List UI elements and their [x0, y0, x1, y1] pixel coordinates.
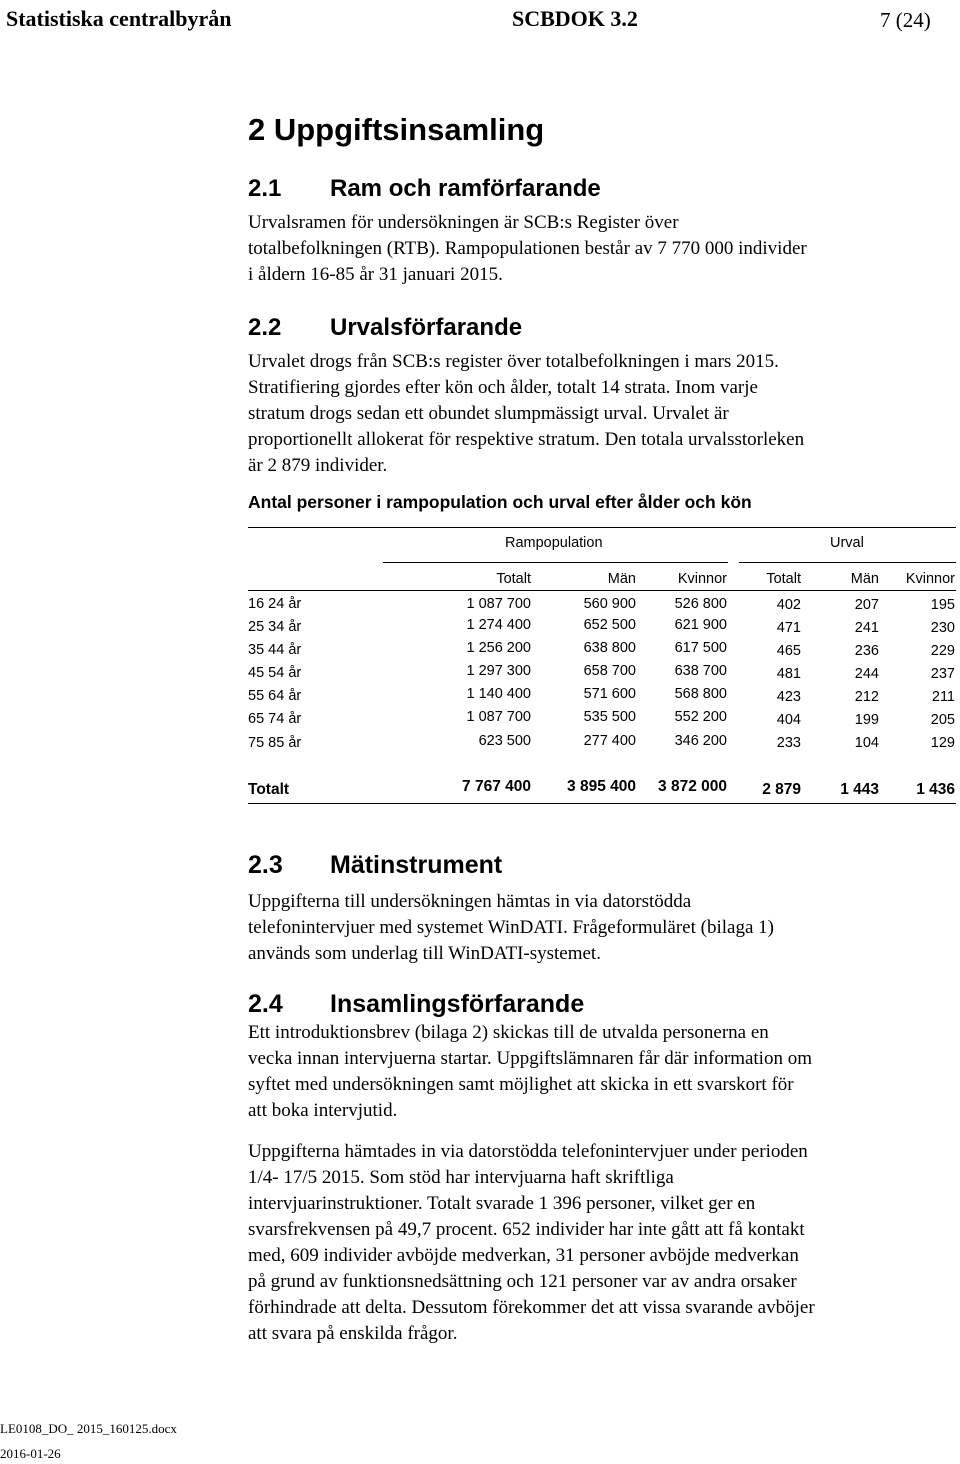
text-line: används som underlag till WinDATI-systemet.: [248, 943, 601, 964]
total-cell: 2 879: [762, 781, 801, 798]
section-2-heading: 2 Uppgiftsinsamling: [248, 112, 545, 147]
text-line: att svara på enskilda frågor.: [248, 1323, 458, 1344]
table-cell: 638 800: [583, 640, 636, 656]
section-2-4-paragraph-1: [248, 1020, 956, 1124]
table-cell: 205: [930, 712, 955, 728]
table-cell: 1 256 200: [466, 640, 531, 656]
section-2-4-paragraph-2: [248, 1139, 956, 1347]
table-cell: 658 700: [583, 663, 636, 679]
text-line: telefonintervjuer med systemet WinDATI. Frågeformuläret (bilaga 1): [248, 917, 774, 938]
table-cell: 1 274 400: [466, 617, 531, 633]
section-2-3-heading: [248, 851, 502, 880]
header-doc-id: SCBDOK 3.2: [512, 6, 638, 31]
footer-date: 2016-01-26: [0, 1446, 61, 1461]
table-cell: 207: [854, 597, 879, 613]
text-line: Urvalsramen för undersökningen är SCB:s Register över: [248, 212, 679, 233]
column-header: Män: [850, 571, 879, 587]
section-title: Mätinstrument: [330, 851, 503, 879]
row-label: 16 24 år: [248, 596, 302, 612]
text-line: på grund av funktionsnedsättning och 121 personer var av andra orsaker: [248, 1271, 797, 1292]
table-cell: 617 500: [674, 640, 727, 656]
section-title: Urvalsförfarande: [330, 314, 523, 341]
table-cell: 638 700: [674, 663, 727, 679]
text-line: syftet med undersökningen samt möjlighet att skicka in ett svarskort för: [248, 1074, 794, 1095]
group-rule-rampopulation: [383, 562, 728, 563]
text-line: Uppgifterna till undersökningen hämtas in via datorstödda: [248, 891, 692, 912]
text-line: Uppgifterna hämtades in via datorstödda telefonintervjuer under perioden: [248, 1141, 808, 1162]
section-title: Ram och ramförfarande: [330, 175, 601, 202]
text-line: i åldern 16-85 år 31 januari 2015.: [248, 264, 503, 285]
row-label: 55 64 år: [248, 688, 302, 704]
table-cell: 212: [854, 689, 879, 705]
section-2-3-text: [248, 889, 956, 967]
table-cell: 471: [776, 620, 801, 636]
row-label: 45 54 år: [248, 665, 302, 681]
table-cell: 104: [854, 735, 879, 751]
column-header: Kvinnor: [677, 571, 727, 587]
table-group-urval: Urval: [830, 535, 864, 551]
text-line: proportionellt allokerat för respektive stratum. Den totala urvalsstorleken: [248, 429, 805, 450]
column-header: Totalt: [496, 571, 531, 587]
table-cell: 346 200: [674, 733, 727, 749]
table-cell: 652 500: [583, 617, 636, 633]
section-number: 2.3: [248, 851, 283, 879]
table-cell: 552 200: [674, 709, 727, 725]
table-cell: 571 600: [583, 686, 636, 702]
table-cell: 526 800: [674, 596, 727, 612]
text-line: är 2 879 individer.: [248, 455, 388, 476]
text-line: stratum drogs sedan ett obundet slumpmässigt urval. Urvalet är: [248, 403, 729, 424]
row-label: 35 44 år: [248, 642, 302, 658]
total-cell: 3 872 000: [658, 778, 727, 795]
section-2-4-heading: [248, 990, 584, 1019]
table-cell: 481: [776, 666, 801, 682]
table-group-rampopulation: Rampopulation: [505, 535, 603, 551]
table-caption: Antal personer i rampopulation och urval efter ålder och kön: [248, 492, 752, 512]
total-cell: 1 436: [916, 781, 955, 798]
table-cell: 404: [776, 712, 801, 728]
section-number: 2.4: [248, 990, 283, 1018]
header-org: Statistiska centralbyrån: [6, 6, 232, 31]
section-number: 2.1: [248, 175, 282, 202]
table-cell: 241: [854, 620, 879, 636]
table-cell: 568 800: [674, 686, 727, 702]
table-top-rule: [248, 527, 956, 528]
table-cell: 560 900: [583, 596, 636, 612]
table-bottom-rule: [248, 803, 956, 804]
text-line: intervjuarinstruktioner. Totalt svarade 1 396 personer, vilket ger en: [248, 1193, 756, 1214]
table-cell: 229: [930, 643, 955, 659]
table-cell: 465: [776, 643, 801, 659]
text-line: förhindrade att delta. Dessutom förekommer det att vissa svarande avböjer: [248, 1297, 815, 1318]
table-cell: 1 297 300: [466, 663, 531, 679]
text-line: med, 609 individer avböjde medverkan, 31 personer avböjde medverkan: [248, 1245, 799, 1266]
table-cell: 423: [776, 689, 801, 705]
column-header: Totalt: [766, 571, 801, 587]
table-cell: 244: [854, 666, 879, 682]
section-number: 2.2: [248, 314, 282, 341]
text-line: Ett introduktionsbrev (bilaga 2) skickas till de utvalda personerna en: [248, 1022, 769, 1043]
footer-filename: LE0108_DO_ 2015_160125.docx: [0, 1421, 177, 1436]
table-cell: 129: [930, 735, 955, 751]
section-2-1-text: [248, 210, 956, 288]
table-cell: 621 900: [674, 617, 727, 633]
total-row-label: Totalt: [248, 781, 290, 798]
table-cell: 236: [854, 643, 879, 659]
section-2-2-heading: [248, 314, 522, 342]
table-cell: 230: [930, 620, 955, 636]
table-cell: 1 087 700: [466, 709, 531, 725]
text-line: att boka intervjutid.: [248, 1100, 398, 1121]
table-cell: 1 087 700: [466, 596, 531, 612]
table-cell: 535 500: [583, 709, 636, 725]
section-title: Insamlingsförfarande: [330, 990, 585, 1018]
table-cell: 211: [931, 689, 955, 705]
header-page-number: 7 (24): [880, 8, 931, 32]
total-cell: 7 767 400: [462, 778, 531, 795]
text-line: totalbefolkningen (RTB). Rampopulationen består av 7 770 000 individer: [248, 238, 807, 259]
table-cell: 402: [776, 597, 801, 613]
text-line: svarsfrekvensen på 49,7 procent. 652 individer har inte gått att få kontakt: [248, 1219, 805, 1240]
total-cell: 3 895 400: [567, 778, 636, 795]
total-cell: 1 443: [840, 781, 879, 798]
section-2-2-text: [248, 349, 956, 479]
text-line: Stratifiering gjordes efter kön och ålder, totalt 14 strata. Inom varje: [248, 377, 758, 398]
text-line: vecka innan intervjuerna startar. Uppgiftslämnaren får där information om: [248, 1048, 812, 1069]
row-label: 25 34 år: [248, 619, 302, 635]
section-2-1-heading: [248, 175, 601, 203]
row-label: 75 85 år: [248, 735, 302, 751]
text-line: Urvalet drogs från SCB:s register över totalbefolkningen i mars 2015.: [248, 351, 779, 372]
column-header: Män: [607, 571, 636, 587]
table-cell: 1 140 400: [466, 686, 531, 702]
table-cell: 237: [930, 666, 955, 682]
table-cell: 195: [930, 597, 955, 613]
table-cell: 623 500: [478, 733, 531, 749]
row-label: 65 74 år: [248, 711, 302, 727]
table-header-rule: [248, 590, 956, 591]
table-cell: 199: [854, 712, 879, 728]
column-header: Kvinnor: [905, 571, 955, 587]
group-rule-urval: [739, 562, 956, 563]
table-cell: 277 400: [583, 733, 636, 749]
text-line: 1/4- 17/5 2015. Som stöd har intervjuarna haft skriftliga: [248, 1167, 674, 1188]
table-cell: 233: [776, 735, 801, 751]
